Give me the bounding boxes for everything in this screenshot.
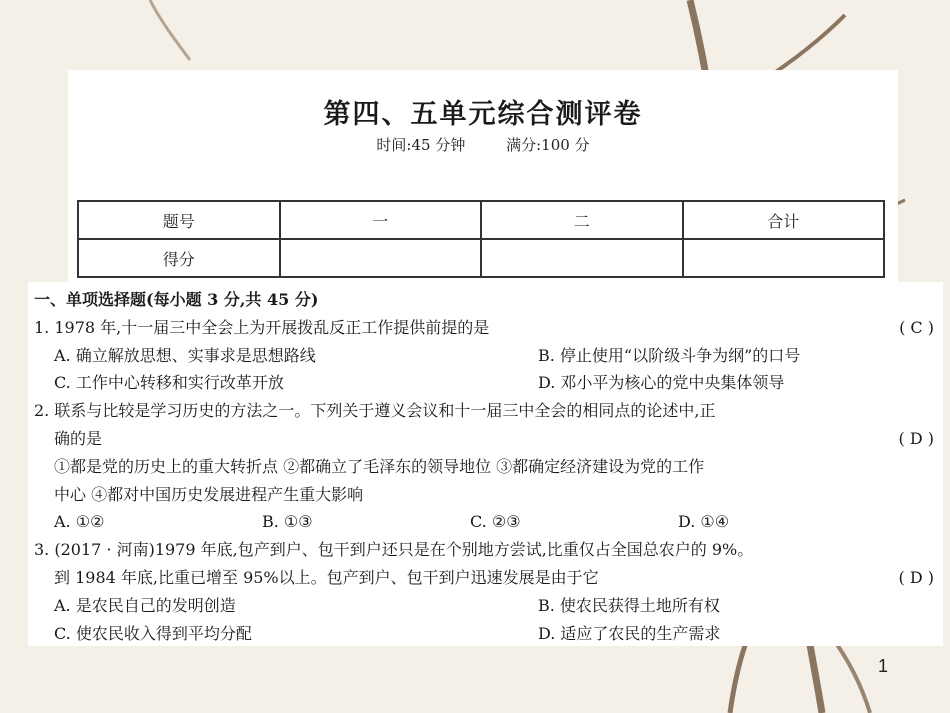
time-limit: 时间:45 分钟 xyxy=(376,136,466,154)
option-a: A. ①② xyxy=(54,512,105,532)
question-text: 确的是 xyxy=(54,428,103,448)
option-c: C. 工作中心转移和实行改革开放 xyxy=(54,373,284,393)
option-b: B. 使农民获得土地所有权 xyxy=(538,595,720,615)
question-3-stem-line-1: 3. (2017 · 河南)1979 年底,包产到户、包干到户还只是在个别地方尝试,比重仅占全国总农户的 9%。 xyxy=(34,540,754,560)
option-d: D. ①④ xyxy=(678,512,730,532)
question-2-options xyxy=(34,508,938,536)
question-text: 到 1984 年底,比重已增至 95%以上。包产到户、包干到户迅速发展是由于它 xyxy=(54,567,599,587)
option-a: A. 确立解放思想、实事求是思想路线 xyxy=(54,345,316,365)
score-table xyxy=(77,200,885,278)
score-cell[interactable] xyxy=(481,239,683,277)
option-d: D. 邓小平为核心的党中央集体领导 xyxy=(538,373,785,393)
full-score: 满分:100 分 xyxy=(506,136,590,154)
question-2-stem-line-1: 2. 联系与比较是学习历史的方法之一。下列关于遵义会议和十一届三中全会的相同点的论述中,正 xyxy=(34,401,716,421)
option-c: C. ②③ xyxy=(470,512,521,532)
question-3-options-row-1 xyxy=(34,592,938,620)
answer-badge: ( D ) xyxy=(898,567,934,587)
question-2-statements-line-1: ①都是党的历史上的重大转折点 ②都确立了毛泽东的领导地位 ③都确定经济建设为党的工作 xyxy=(54,456,705,476)
table-row xyxy=(78,239,884,277)
question-list xyxy=(34,286,938,647)
exam-title: 第四、五单元综合测评卷 xyxy=(323,99,643,130)
table-row xyxy=(78,201,884,239)
question-1-stem xyxy=(34,314,938,342)
question-1-options-row-1 xyxy=(34,342,938,370)
option-b: B. 停止使用“以阶级斗争为纲”的口号 xyxy=(538,345,801,365)
score-label-cell: 得分 xyxy=(78,239,280,277)
exam-header-card xyxy=(68,70,898,282)
questions-card xyxy=(28,282,943,646)
header-cell-item-number: 题号 xyxy=(78,201,280,239)
section-heading: 一、单项选择题(每小题 3 分,共 45 分) xyxy=(34,290,319,309)
answer-badge: ( D ) xyxy=(898,428,934,448)
header-cell-part-1: 一 xyxy=(280,201,482,239)
answer-badge: ( C ) xyxy=(899,317,934,337)
score-cell[interactable] xyxy=(280,239,482,277)
option-d: D. 适应了农民的生产需求 xyxy=(538,623,721,643)
question-2-statements-line-2: 中心 ④都对中国历史发展进程产生重大影响 xyxy=(54,484,364,504)
question-3-stem-line-2 xyxy=(34,564,938,592)
question-1-options-row-2 xyxy=(34,369,938,397)
page-number: 1 xyxy=(878,656,889,676)
score-cell[interactable] xyxy=(683,239,885,277)
option-a: A. 是农民自己的发明创造 xyxy=(54,595,236,615)
header-cell-part-2: 二 xyxy=(481,201,683,239)
question-2-stem-line-2 xyxy=(34,425,938,453)
option-c: C. 使农民收入得到平均分配 xyxy=(54,623,252,643)
question-3-options-row-2 xyxy=(34,620,938,648)
header-cell-total: 合计 xyxy=(683,201,885,239)
exam-meta xyxy=(68,134,898,155)
option-b: B. ①③ xyxy=(262,512,313,532)
question-text: 1. 1978 年,十一届三中全会上为开展拨乱反正工作提供前提的是 xyxy=(34,317,490,337)
